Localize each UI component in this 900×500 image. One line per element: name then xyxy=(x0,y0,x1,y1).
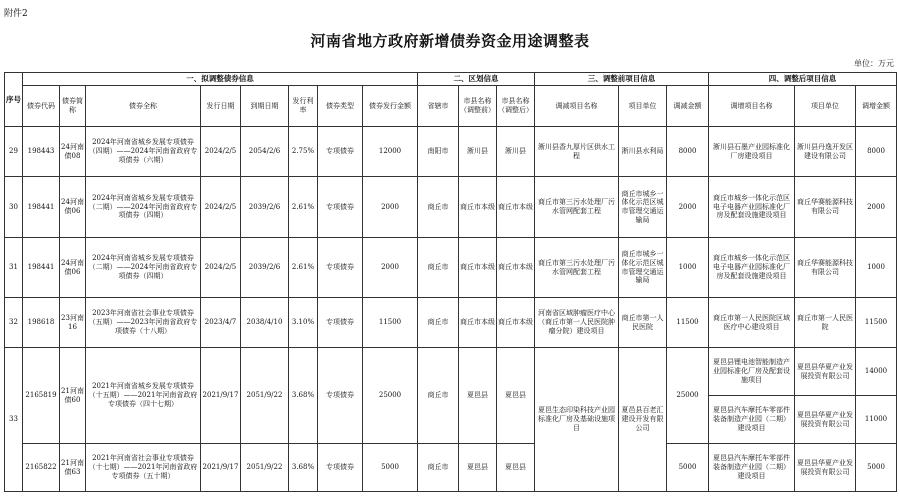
cell-type: 专项债券 xyxy=(318,298,363,348)
cell-maturity: 2038/4/10 xyxy=(241,298,289,348)
cell-unit-after: 商丘华赛能源科技有限公司 xyxy=(795,238,856,298)
cell-city: 商丘市 xyxy=(418,177,459,238)
header-unit-after: 项目单位 xyxy=(795,86,856,127)
cell-proj-before: 夏邑生态印染科技产业园标准化厂房及基础设施项目 xyxy=(535,348,619,492)
cell-county-after: 夏邑县 xyxy=(497,444,535,492)
cell-proj-after: 夏邑县汽车摩托车零部件装备制造产业园（二期）建设项目 xyxy=(709,396,795,444)
table-row xyxy=(5,127,897,177)
cell-full: 2021年河南省社会事业专项债券（十七期）——2021年河南省政府专项债券（五十期） xyxy=(86,444,201,492)
header-unit-before: 项目单位 xyxy=(619,86,667,127)
cell-amount: 25000 xyxy=(363,348,418,444)
cell-unit-before: 商丘市城乡一体化示范区城市管理交通运输局 xyxy=(619,177,667,238)
cell-maturity: 2051/9/22 xyxy=(241,348,289,444)
cell-rate: 2.61% xyxy=(289,177,318,238)
cell-type: 专项债券 xyxy=(318,177,363,238)
cell-issue: 2023/4/7 xyxy=(201,298,241,348)
cell-maturity: 2051/9/22 xyxy=(241,444,289,492)
cell-amt-before: 11500 xyxy=(667,298,709,348)
cell-city: 商丘市 xyxy=(418,348,459,444)
header-full: 债券全称 xyxy=(86,86,201,127)
cell-rate: 3.68% xyxy=(289,348,318,444)
table-row xyxy=(5,177,897,238)
cell-city: 南阳市 xyxy=(418,127,459,177)
cell-unit-before: 淅川县水利局 xyxy=(619,127,667,177)
cell-issue: 2024/2/5 xyxy=(201,238,241,298)
page-title: 河南省地方政府新增债券资金用途调整表 xyxy=(310,32,590,50)
cell-code: 198441 xyxy=(23,177,60,238)
cell-unit-after: 夏邑县华夏产业发展投资有限公司 xyxy=(795,396,856,444)
cell-amt-after: 5000 xyxy=(856,444,897,492)
cell-amount: 12000 xyxy=(363,127,418,177)
cell-proj-before: 河南省区域肿瘤医疗中心（商丘市第一人民医院肿瘤分院）建设项目 xyxy=(535,298,619,348)
group-header-region: 二、区划信息 xyxy=(418,73,535,86)
header-short: 债券简称 xyxy=(60,86,86,127)
cell-code: 198441 xyxy=(23,238,60,298)
header-proj-after: 调增项目名称 xyxy=(709,86,795,127)
cell-county-after: 商丘市本级 xyxy=(497,177,535,238)
unit-label: 单位：万元 xyxy=(854,59,894,68)
cell-amt-after: 2000 xyxy=(856,177,897,238)
cell-amt-before: 25000 xyxy=(667,348,709,444)
header-code: 债券代码 xyxy=(23,86,60,127)
cell-amount: 5000 xyxy=(363,444,418,492)
cell-proj-after: 淅川县石墨产业园标准化厂房建设项目 xyxy=(709,127,795,177)
cell-code: 198443 xyxy=(23,127,60,177)
cell-rate: 2.61% xyxy=(289,238,318,298)
cell-rate: 3.68% xyxy=(289,444,318,492)
group-header-after: 四、调整后项目信息 xyxy=(709,73,897,86)
cell-full: 2023年河南省社会事业专项债券（五期）——2023年河南省政府专项债券（十八期） xyxy=(86,298,201,348)
header-amt-after: 调增金额 xyxy=(856,86,897,127)
cell-amt-before: 5000 xyxy=(667,444,709,492)
cell-full: 2024年河南省城乡发展专项债券（二期）——2024年河南省政府专项债券（四期） xyxy=(86,238,201,298)
cell-city: 商丘市 xyxy=(418,444,459,492)
cell-amount: 2000 xyxy=(363,238,418,298)
header-rate: 发行利率 xyxy=(289,86,318,127)
cell-issue: 2021/9/17 xyxy=(201,444,241,492)
header-county-before: 市县名称（调整前） xyxy=(459,86,497,127)
cell-unit-after: 商丘市第一人民医院 xyxy=(795,298,856,348)
cell-code: 2165822 xyxy=(23,444,60,492)
cell-issue: 2021/9/17 xyxy=(201,348,241,444)
cell-issue: 2024/2/5 xyxy=(201,177,241,238)
cell-unit-before: 商丘市城乡一体化示范区城市管理交通运输局 xyxy=(619,238,667,298)
cell-proj-after: 夏邑县锂电池智能制造产业园标准化厂房及配套设施项目 xyxy=(709,348,795,396)
cell-short: 21河南债60 xyxy=(60,348,86,444)
cell-short: 23河南16 xyxy=(60,298,86,348)
cell-type: 专项债券 xyxy=(318,127,363,177)
table-row xyxy=(5,444,897,492)
cell-unit-after: 夏邑县华夏产业发展投资有限公司 xyxy=(795,348,856,396)
cell-seq: 33 xyxy=(5,348,23,492)
cell-issue: 2024/2/5 xyxy=(201,127,241,177)
cell-amt-after: 1000 xyxy=(856,238,897,298)
cell-proj-before: 商丘市第三污水处理厂污水管网配套工程 xyxy=(535,177,619,238)
cell-amt-before: 2000 xyxy=(667,177,709,238)
cell-full: 2024年河南省城乡发展专项债券（二期）——2024年河南省政府专项债券（四期） xyxy=(86,177,201,238)
cell-maturity: 2039/2/6 xyxy=(241,177,289,238)
cell-maturity: 2054/2/6 xyxy=(241,127,289,177)
cell-short: 21河南债63 xyxy=(60,444,86,492)
cell-amt-after: 11500 xyxy=(856,298,897,348)
cell-seq: 30 xyxy=(5,177,23,238)
cell-seq: 31 xyxy=(5,238,23,298)
cell-full: 2021年河南省城乡发展专项债券（十五期）——2021年河南省政府专项债券（四十七期） xyxy=(86,348,201,444)
cell-rate: 3.10% xyxy=(289,298,318,348)
cell-code: 2165819 xyxy=(23,348,60,444)
header-county-after: 市县名称（调整后） xyxy=(497,86,535,127)
header-issue: 发行日期 xyxy=(201,86,241,127)
cell-county-before: 商丘市本级 xyxy=(459,177,497,238)
cell-proj-after: 商丘市第一人民医院区域医疗中心建设项目 xyxy=(709,298,795,348)
cell-county-before: 商丘市本级 xyxy=(459,298,497,348)
header-amount: 债券发行金额 xyxy=(363,86,418,127)
cell-county-after: 商丘市本级 xyxy=(497,298,535,348)
cell-proj-after: 商丘市城乡一体化示范区电子电器产业园标准化厂房及配套设施建设项目 xyxy=(709,177,795,238)
header-type: 债券类型 xyxy=(318,86,363,127)
cell-county-after: 淅川县 xyxy=(497,127,535,177)
cell-amount: 11500 xyxy=(363,298,418,348)
cell-short: 24河南债08 xyxy=(60,127,86,177)
header-amt-before: 调减金额 xyxy=(667,86,709,127)
cell-unit-after: 夏邑县华夏产业发展投资有限公司 xyxy=(795,444,856,492)
header-proj-before: 调减项目名称 xyxy=(535,86,619,127)
cell-county-before: 商丘市本级 xyxy=(459,238,497,298)
group-header-before: 三、调整前项目信息 xyxy=(535,73,709,86)
cell-type: 专项债券 xyxy=(318,348,363,444)
cell-maturity: 2039/2/6 xyxy=(241,238,289,298)
header-maturity: 到期日期 xyxy=(241,86,289,127)
cell-unit-before: 夏邑县百老汇建设开发有限公司 xyxy=(619,348,667,492)
cell-seq: 32 xyxy=(5,298,23,348)
cell-code: 198618 xyxy=(23,298,60,348)
header-seq: 序号 xyxy=(5,73,23,127)
cell-amt-after: 8000 xyxy=(856,127,897,177)
cell-city: 商丘市 xyxy=(418,298,459,348)
cell-proj-after: 商丘市城乡一体化示范区电子电器产业园标准化厂房及配套设施建设项目 xyxy=(709,238,795,298)
cell-city: 商丘市 xyxy=(418,238,459,298)
group-header-bond: 一、拟调整债券信息 xyxy=(23,73,418,86)
cell-short: 24河南债06 xyxy=(60,177,86,238)
cell-type: 专项债券 xyxy=(318,444,363,492)
cell-unit-before: 商丘市第一人民医院 xyxy=(619,298,667,348)
header-city: 省辖市 xyxy=(418,86,459,127)
cell-proj-after: 夏邑县汽车摩托车零部件装备制造产业园（二期）建设项目 xyxy=(709,444,795,492)
cell-county-after: 夏邑县 xyxy=(497,348,535,444)
cell-seq: 29 xyxy=(5,127,23,177)
table-row xyxy=(5,348,897,396)
cell-type: 专项债券 xyxy=(318,238,363,298)
cell-county-before: 夏邑县 xyxy=(459,348,497,444)
cell-amt-before: 1000 xyxy=(667,238,709,298)
cell-amt-after: 14000 xyxy=(856,348,897,396)
cell-county-after: 商丘市本级 xyxy=(497,238,535,298)
table-row xyxy=(5,298,897,348)
cell-amt-before: 8000 xyxy=(667,127,709,177)
cell-amt-after: 11000 xyxy=(856,396,897,444)
cell-county-before: 夏邑县 xyxy=(459,444,497,492)
cell-amount: 2000 xyxy=(363,177,418,238)
cell-rate: 2.75% xyxy=(289,127,318,177)
cell-county-before: 淅川县 xyxy=(459,127,497,177)
cell-full: 2024年河南省城乡发展专项债券（四期）——2024年河南省政府专项债券（六期） xyxy=(86,127,201,177)
cell-proj-before: 淅川县香九厚片区供水工程 xyxy=(535,127,619,177)
cell-proj-before: 商丘市第三污水处理厂污水管网配套工程 xyxy=(535,238,619,298)
cell-short: 24河南债06 xyxy=(60,238,86,298)
attachment-label: 附件2 xyxy=(4,9,28,19)
table-row xyxy=(5,238,897,298)
adjustment-table xyxy=(4,72,897,492)
cell-unit-after: 商丘华赛能源科技有限公司 xyxy=(795,177,856,238)
cell-unit-after: 淅川县丹逸开发区建设有限公司 xyxy=(795,127,856,177)
